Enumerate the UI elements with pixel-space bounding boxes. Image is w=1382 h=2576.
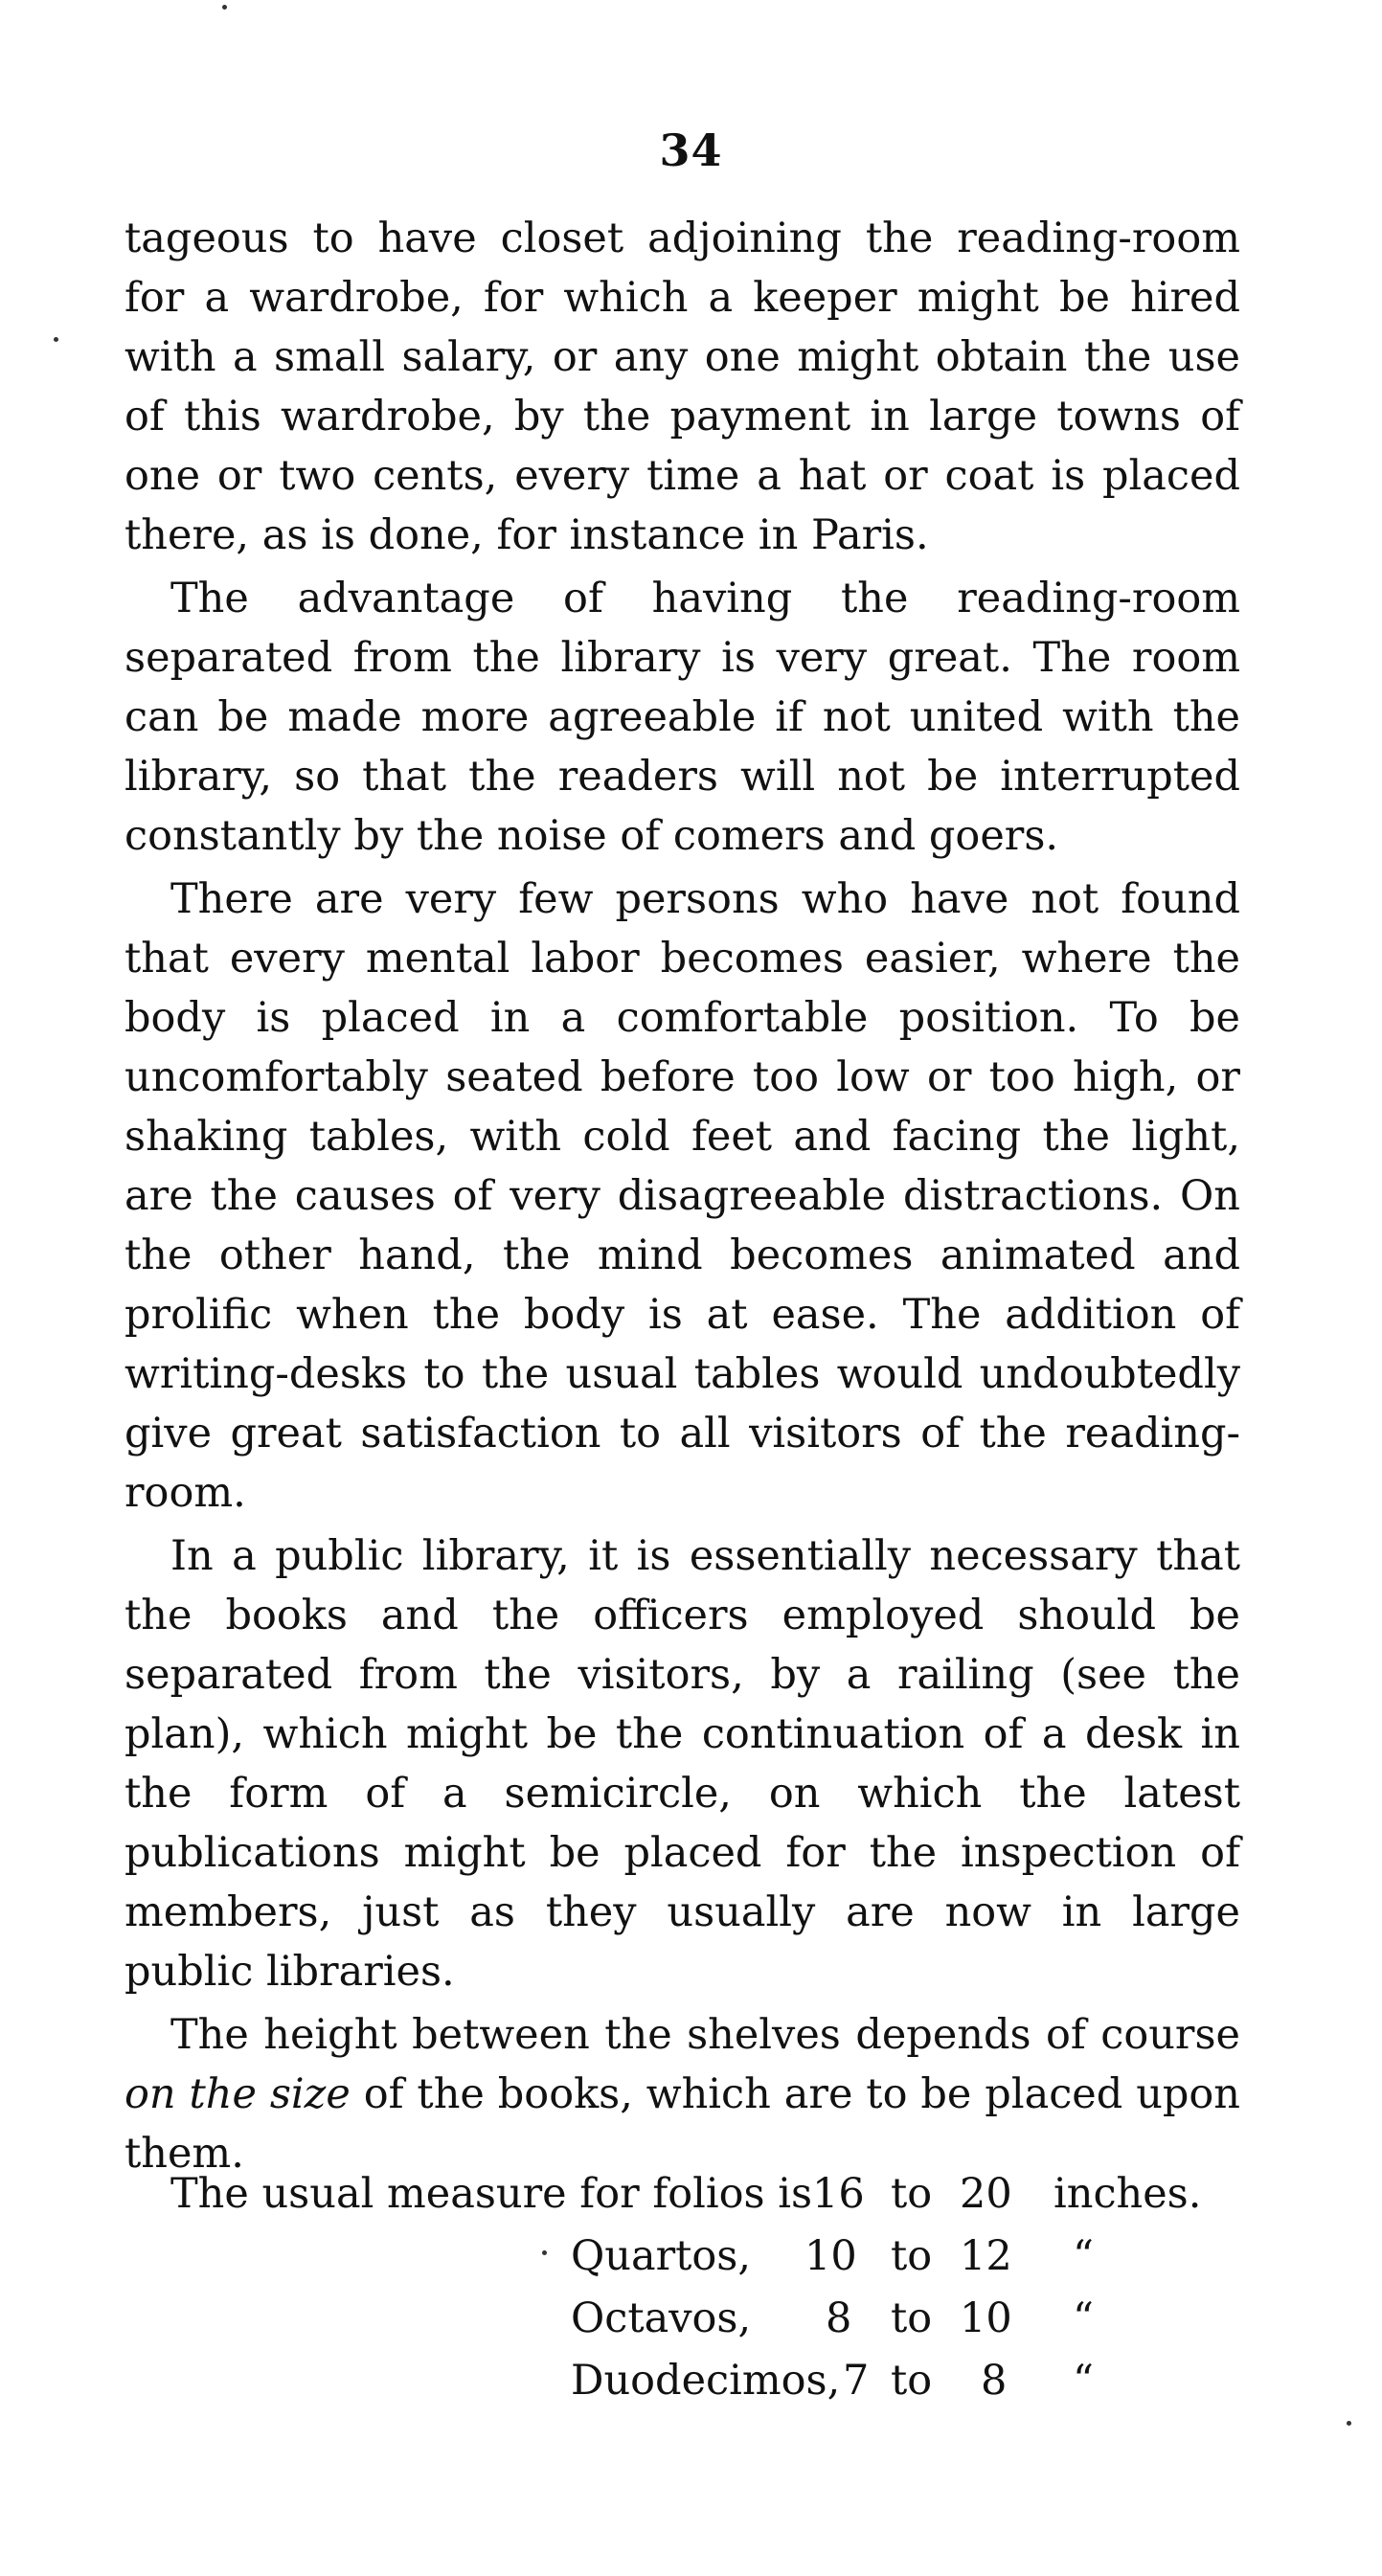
measure-to: 12 (960, 2232, 1012, 2280)
shelf-text-italic: on the size (125, 2070, 351, 2118)
measure-from: 10 (804, 2232, 857, 2280)
measure-row-duodecimos (0, 2351, 1382, 2410)
print-speck-top (222, 5, 227, 10)
measure-to-word: to (891, 2232, 933, 2280)
measure-row-folios (0, 2164, 1382, 2224)
measure-to: 8 (981, 2357, 1008, 2405)
print-speck-left (54, 337, 58, 342)
paragraph-reading-room: The advantage of having the reading-room separated from the library is very great. The room can be made more agreeable if not united with the library, so that the readers will not be interrupted constantly by the noise of comers and goers. (125, 575, 1240, 860)
measure-intro: The usual measure for folios is (170, 2170, 813, 2218)
measure-to: 10 (960, 2294, 1012, 2342)
shelf-text-after: of the books, which are to be placed upon them. (125, 2070, 1240, 2178)
page-number: 34 (659, 124, 723, 176)
print-speck-middle (542, 2250, 547, 2255)
measure-to-word: to (891, 2357, 933, 2405)
measure-label: Quartos, (571, 2232, 752, 2280)
paragraph-railing: In a public library, it is essentially necessary that the books and the officers employed should be separated from the visitors, by a railing (see the plan), which might be the continuation of a desk in the form of a semicircle, on which the latest publications might be placed for the inspection of members, just as they usually are now in large public libraries. (125, 1532, 1240, 1996)
folios-to-word: to (891, 2170, 933, 2218)
print-speck-right (1347, 2421, 1351, 2426)
paragraph-wardrobe: tageous to have closet adjoining the reading-room for a wardrobe, for which a keeper might be hired with a small salary, or any one might obtain the use of this wardrobe, by the payment in large towns of one or two cents, every time a hat or coat is placed there, as is done, for instance in Paris. (125, 215, 1240, 559)
ditto-mark: “ (1073, 2357, 1094, 2405)
measure-from: 7 (843, 2357, 870, 2405)
ditto-mark: “ (1073, 2294, 1094, 2342)
measure-label: Duodecimos, (571, 2357, 841, 2405)
paragraph-comfort: There are very few persons who have not found that every mental labor becomes easier, where the body is placed in a comfortable position. To be uncomfortably seated before too low or too high, or shaking tables, with cold feet and facing the light, are the causes of very disagreeable distractions. On the other hand, the mind becomes animated and prolific when the body is at ease. The addition of writing-desks to the usual tables would undoubtedly give great satisfaction to all visitors of the reading-room. (125, 875, 1240, 1517)
measure-from: 8 (826, 2294, 852, 2342)
measure-label: Octavos, (571, 2294, 752, 2342)
folios-from: 16 (812, 2170, 865, 2218)
folios-unit: inches. (1053, 2170, 1202, 2218)
measure-to-word: to (891, 2294, 933, 2342)
measure-row-quartos (0, 2226, 1382, 2286)
paragraph-shelf-height (125, 2005, 1240, 2183)
ditto-mark: “ (1073, 2232, 1094, 2280)
shelf-text-before: The height between the shelves depends of course (170, 2011, 1240, 2059)
measure-row-octavos (0, 2289, 1382, 2348)
folios-to: 20 (960, 2170, 1012, 2218)
body-text (125, 209, 1240, 2187)
